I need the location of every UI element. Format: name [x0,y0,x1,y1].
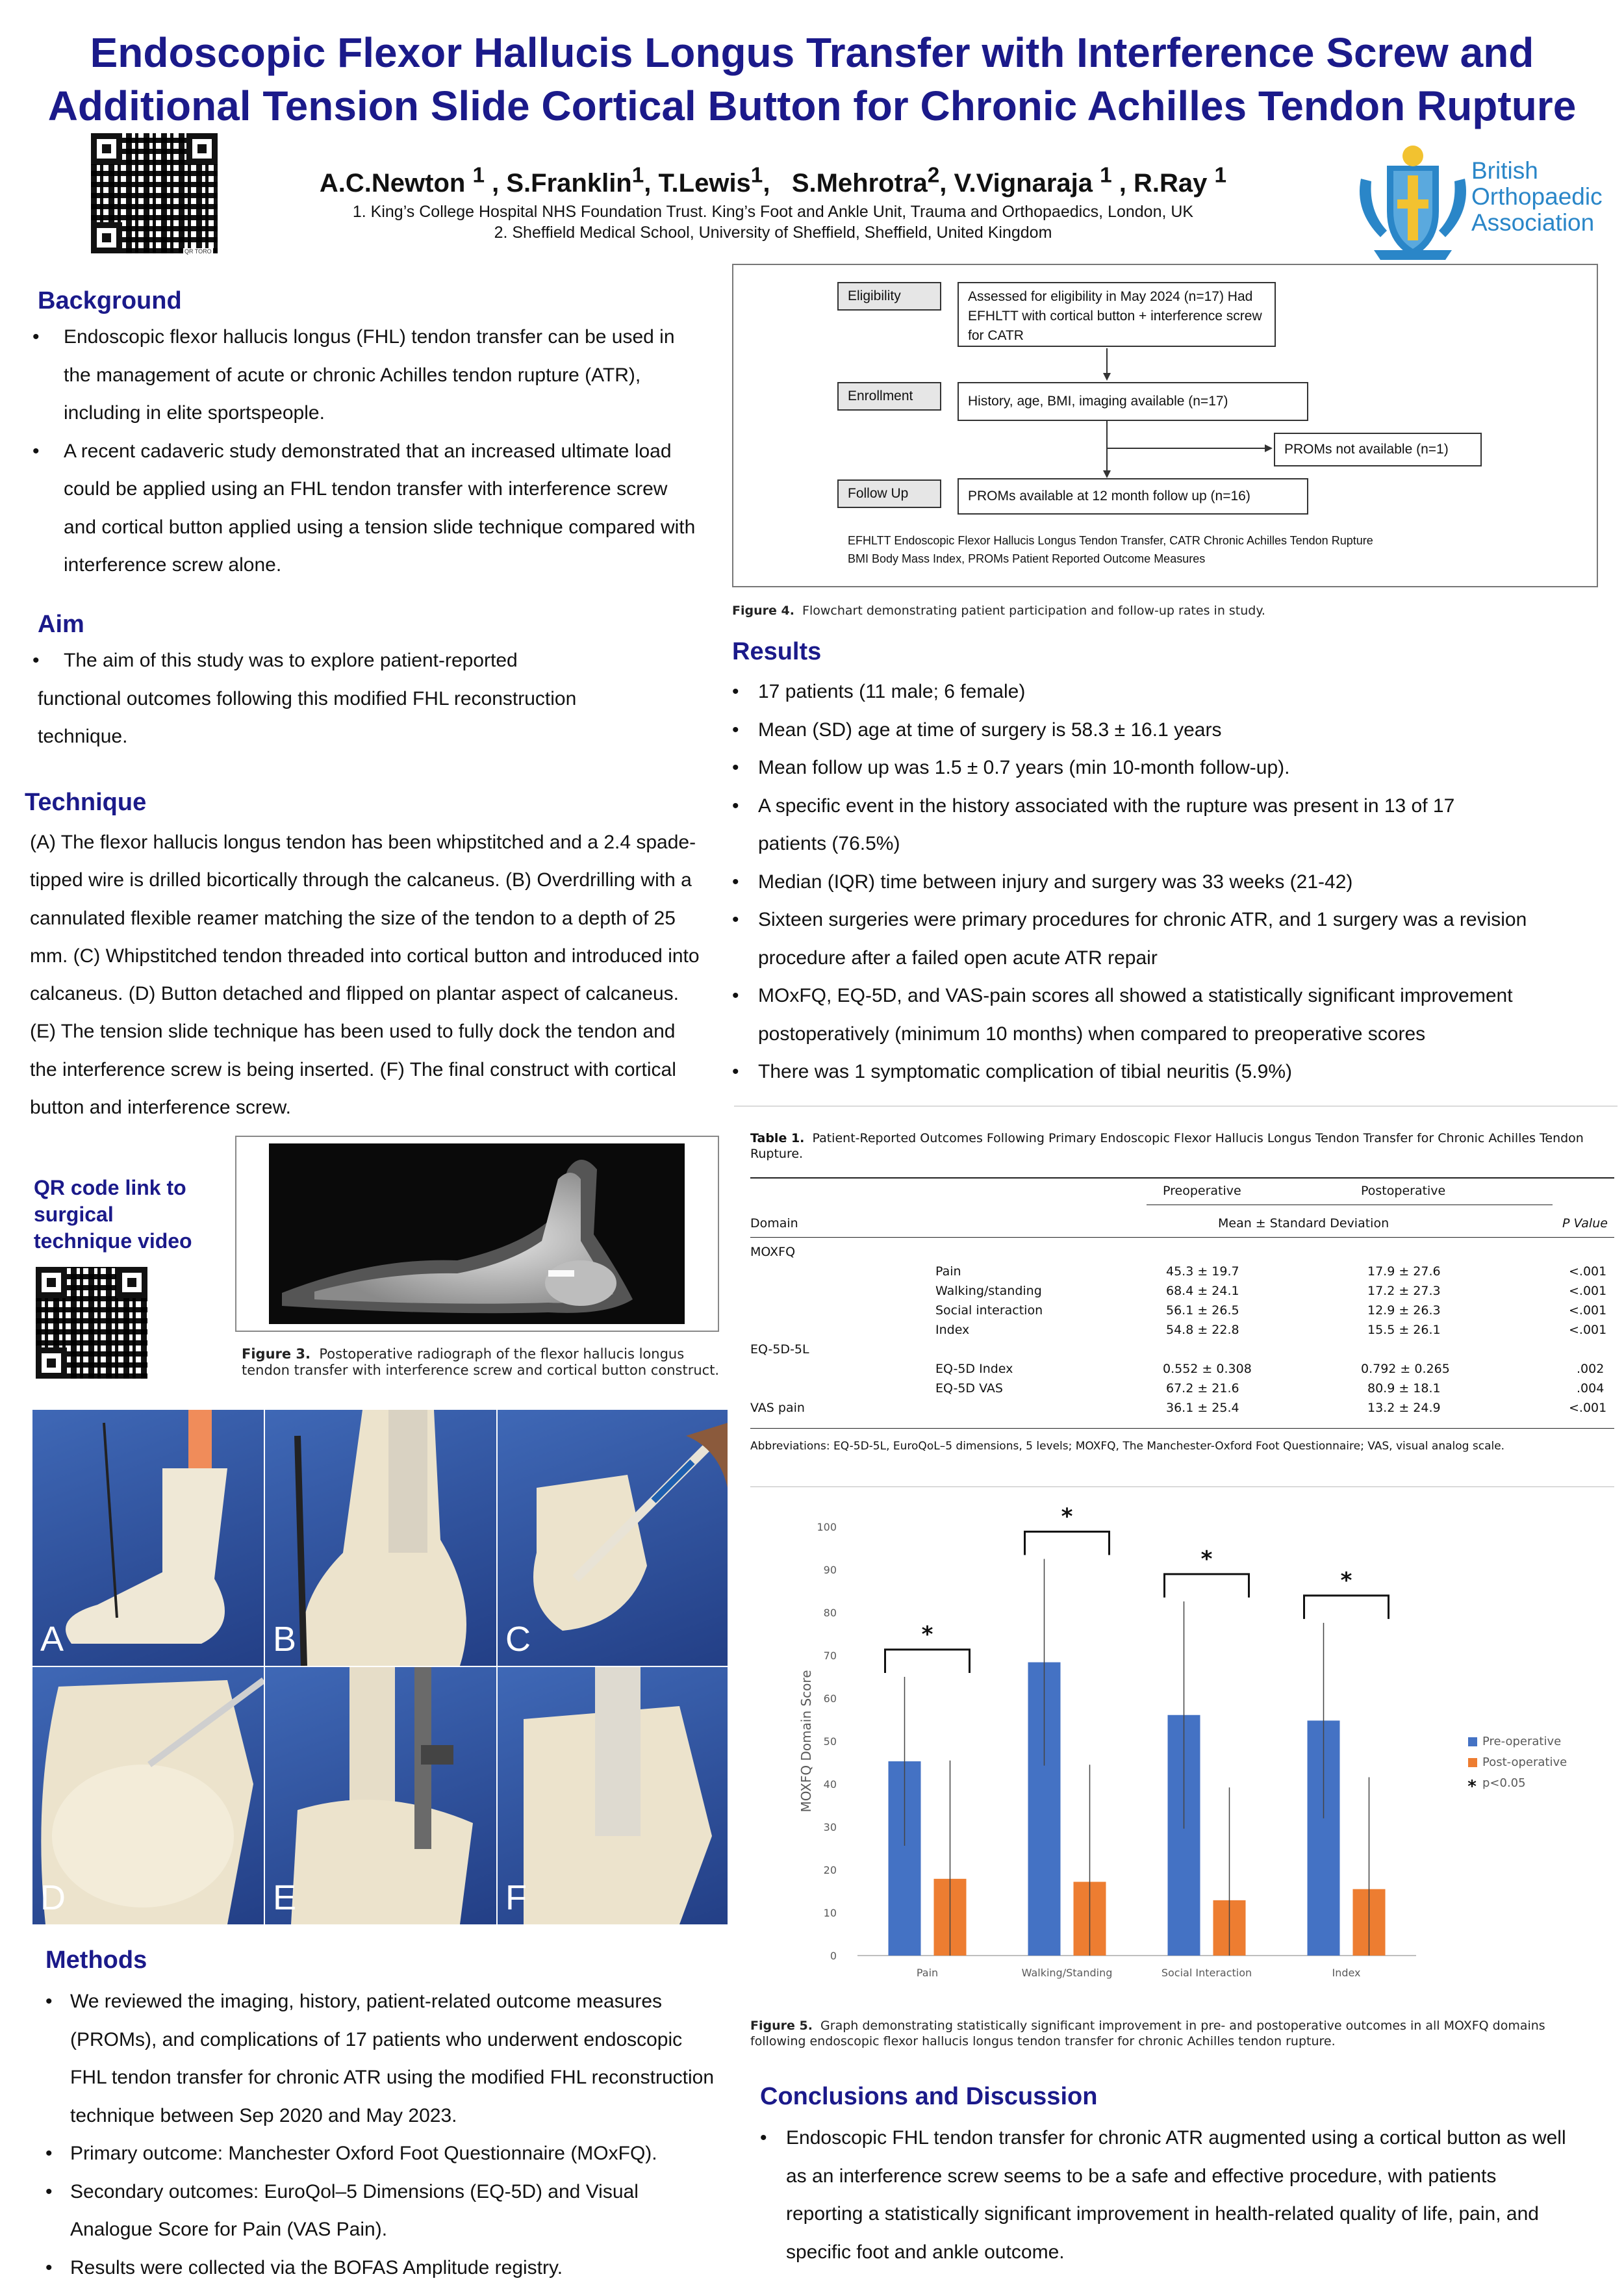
table1-abbrev: Abbreviations: EQ-5D-5L, EuroQoL–5 dimensions, 5 levels; MOXFQ, The Manchester-Oxford Foot Questionnaire; VAS, visual analog scale. [750,1440,1505,1453]
table1-caption [750,1130,1608,1162]
affiliation-1: 1. King’s College Hospital NHS Foundation Trust. King’s Foot and Ankle Unit, Trauma and Orthopaedics, London, UK [352,203,1194,221]
legend-star: * [1467,1777,1477,1796]
x-tick-label: Walking/Standing [1021,1967,1113,1979]
figure5-caption [750,2018,1595,2049]
qr-video-line-3: technique video [34,1229,192,1253]
boa-logo-line-1: British [1471,157,1538,184]
boa-logo-line-3: Association [1471,209,1595,236]
conclusions-bullet: • Endoscopic FHL tendon transfer for chronic ATR augmented using a cortical button as well as an interference screw seems to be a safe and effective procedure, with patients reporting a statistically significant improvement in health-related quality of life, pain, and specific foot and ankle outcome. [760,2119,1579,2271]
results-bullet-5: • Median (IQR) time between injury and surgery was 33 weeks (21-42) [732,863,1596,902]
radiograph-image [243,1143,711,1324]
table1-col-post: Postoperative [1361,1184,1446,1198]
results-bullet-7: • MOxFQ, EQ-5D, and VAS-pain scores all showed a statistically significant improvement postoperatively (minimum 10 months) when compared to preoperative scores [732,977,1596,1053]
photo-d-image [32,1667,264,1924]
author-5: V.Vignaraja $^1$ , [954,164,1134,198]
photo-f [498,1667,728,1924]
significance-star: * [1340,1567,1352,1594]
cell-pre: 67.2 ± 21.6 [1166,1381,1239,1396]
cell-pre: 0.552 ± 0.308 [1163,1362,1252,1376]
y-tick-label: 30 [823,1821,837,1833]
qr-code-video[interactable] [36,1267,147,1379]
figure3-label: Figure 3. [242,1346,311,1362]
figure4-text: Flowchart demonstrating patient participation and follow-up rates in study. [802,604,1265,618]
qr-video-line-2: surgical [34,1203,114,1226]
boa-logo [1348,140,1624,263]
photo-a-image [32,1410,264,1666]
legend-label: Pre-operative [1482,1735,1562,1748]
cell-domain: EQ-5D-5L [750,1342,809,1357]
figure3-radiograph [235,1136,719,1332]
cell-pre: 36.1 ± 25.4 [1166,1401,1239,1415]
aim-list [32,642,702,680]
results-bullet-6: • Sixteen surgeries were primary procedures for chronic ATR, and 1 surgery was a revision procedure after a failed open acute ATR repair [732,901,1596,977]
photo-c-label: C [505,1620,531,1659]
legend-swatch [1468,1758,1477,1767]
photo-a [32,1410,264,1666]
flow-stage-enrollment: Enrollment [837,382,941,411]
results-bullet-1: • 17 patients (11 male; 6 female) [732,673,1596,711]
boa-crest-icon [1348,140,1478,263]
author-1: A.C.Newton $^1$ , [319,164,507,198]
cell-sub: EQ-5D Index [935,1362,1013,1376]
results-bullet-3: • Mean follow up was 1.5 ± 0.7 years (min 10-month follow-up). [732,749,1596,787]
surgical-photo-grid [32,1410,728,1924]
y-axis-label: MOXFQ Domain Score [798,1670,814,1813]
methods-bullet-3: • Secondary outcomes: EuroQol–5 Dimensions (EQ-5D) and Visual Analogue Score for Pain (VAS Pain). [45,2173,721,2249]
y-tick-label: 70 [823,1650,837,1662]
affiliation-2: 2. Sheffield Medical School, University of Sheffield, Sheffield, United Kingdom [494,223,1052,242]
conclusions-list [760,2119,1579,2271]
photo-c [498,1410,728,1666]
cell-p: .002 [1577,1362,1605,1376]
significance-bracket [1165,1574,1249,1598]
table-row [750,1280,1614,1299]
methods-bullet-1: • We reviewed the imaging, history, patient-related outcome measures (PROMs), and complications of 17 patients who underwent endoscopic FHL tendon transfer for chronic ATR using the modified FHL reconstruction technique between Sep 2020 and May 2023. [45,1983,721,2135]
photo-b [265,1410,496,1666]
cell-sub: Walking/standing [935,1284,1042,1298]
qr-video-label [34,1175,192,1255]
y-tick-label: 50 [823,1735,837,1748]
qr-top-caption: QR TORO [184,248,212,255]
cell-sub: Index [935,1323,970,1337]
cell-p: <.001 [1569,1323,1607,1337]
figure3-caption [242,1346,722,1379]
flow-box-enrollment: History, age, BMI, imaging available (n=17) [958,382,1308,421]
boa-logo-text [1471,158,1603,236]
legend-label: p<0.05 [1482,1776,1526,1790]
cell-post: 0.792 ± 0.265 [1361,1362,1450,1376]
table-row [750,1299,1614,1319]
photo-f-label: F [505,1878,527,1917]
photo-d [32,1667,264,1924]
photo-f-image [498,1667,728,1924]
background-bullet-2: • A recent cadaveric study demonstrated that an increased ultimate load could be applied using an FHL tendon transfer with interference screw and cortical button applied using a tension slide technique compared with interference screw alone. [32,433,702,585]
background-heading: Background [38,287,182,314]
table1-header-rule [750,1237,1614,1238]
legend-label: Post-operative [1482,1755,1567,1769]
cell-p: <.001 [1569,1401,1607,1415]
x-tick-label: Pain [916,1967,939,1979]
cell-post: 15.5 ± 26.1 [1367,1323,1441,1337]
flowchart [732,264,1598,587]
flow-stage-eligibility: Eligibility [837,282,941,311]
background-bullet-1: • Endoscopic flexor hallucis longus (FHL) tendon transfer can be used in the management of acute or chronic Achilles tendon rupture (ATR), including in elite sportspeople. [32,318,702,433]
table-row [750,1260,1614,1280]
poster-title [0,26,1624,133]
photo-e-image [265,1667,496,1924]
cell-post: 12.9 ± 26.3 [1367,1303,1441,1318]
aim-heading: Aim [38,611,84,638]
aim-continuation: functional outcomes following this modified FHL reconstruction technique. [38,688,577,748]
y-tick-label: 80 [823,1607,837,1619]
results-bullet-2: • Mean (SD) age at time of surgery is 58.3 ± 16.1 years [732,711,1596,750]
cell-sub: Pain [935,1264,961,1279]
cell-domain: VAS pain [750,1401,805,1415]
author-3: T.Lewis$^1$, [658,164,785,198]
results-list [732,673,1596,1091]
photo-e-label: E [273,1878,297,1917]
cell-post: 17.2 ± 27.3 [1367,1284,1441,1298]
significance-bracket [1304,1596,1389,1619]
photo-b-image [265,1410,496,1666]
table1-divider [750,1486,1614,1487]
flow-box-excluded: PROMs not available (n=1) [1274,433,1482,466]
methods-list [45,1983,721,2287]
table-row [750,1338,1614,1358]
figure4-label: Figure 4. [732,604,794,618]
cell-p: .004 [1577,1381,1605,1396]
results-bullet-4: • A specific event in the history associated with the rupture was present in 13 of 17 patients (76.5%) [732,787,1596,863]
table1-col-msd: Mean ± Standard Deviation [1218,1216,1389,1231]
technique-text: (A) The flexor hallucis longus tendon has been whipstitched and a 2.4 spade-tipped wire is drilled bicortically through the calcaneus. (B) Overdrilling with a cannulated flexible reamer matching the size of the tendon to a depth of 25 mm. (C) Whipstitched tendon threaded into cortical button and introduced into calcaneus. (D) Button detached and flipped on plantar aspect of calcaneus. (E) The tension slide technique has been used to fully dock the tendon and the interference screw is being inserted. (F) The final construct with cortical button and interference screw. [30,832,700,1119]
table1-col-p [1562,1216,1608,1231]
significance-star: * [1061,1503,1073,1530]
cell-p: <.001 [1569,1264,1607,1279]
y-tick-label: 100 [817,1521,837,1533]
results-bullet-8: • There was 1 symptomatic complication of tibial neuritis (5.9%) [732,1053,1596,1091]
photo-c-image [498,1410,728,1666]
photo-d-label: D [40,1878,66,1917]
cell-pre: 54.8 ± 22.8 [1166,1323,1239,1337]
cell-sub: Social interaction [935,1303,1043,1318]
significance-star: * [1200,1546,1213,1572]
x-tick-label: Index [1332,1967,1361,1979]
cell-domain: MOXFQ [750,1245,796,1259]
table1-caption-text: Patient-Reported Outcomes Following Primary Endoscopic Flexor Hallucis Longus Tendon Transfer for Chronic Achilles Tendon Rupture. [750,1131,1584,1161]
methods-bullet-4: • Results were collected via the BOFAS Amplitude registry. [45,2249,721,2288]
figure5-text: Graph demonstrating statistically significant improvement in pre- and postoperative outcomes in all MOXFQ domains following endoscopic flexor hallucis longus tendon transfer for chronic Achilles tendon rupture. [750,2019,1545,2048]
photo-a-label: A [40,1620,64,1659]
table1-col-p-text: P Value [1562,1216,1608,1231]
table1-top-rule [750,1177,1614,1179]
photo-e [265,1667,496,1924]
title-line-1: Endoscopic Flexor Hallucis Longus Transfer with Interference Screw and [90,29,1534,76]
table-row [750,1319,1614,1338]
cell-sub: EQ-5D VAS [935,1381,1003,1396]
author-2: S.Franklin$^1$, [506,164,659,198]
table1-col-pre: Preoperative [1163,1184,1241,1198]
table1-col-domain: Domain [750,1216,798,1231]
y-tick-label: 20 [823,1864,837,1876]
figure3-text: Postoperative radiograph of the flexor hallucis longus tendon transfer with interference screw and cortical button construct. [242,1346,720,1378]
table-row [750,1377,1614,1397]
cell-post: 80.9 ± 18.1 [1367,1381,1441,1396]
cell-pre: 45.3 ± 19.7 [1166,1264,1239,1279]
figure5-label: Figure 5. [750,2019,813,2033]
flow-box-eligibility: Assessed for eligibility in May 2024 (n=17) Had EFHLTT with cortical button + interference screw for CATR [958,282,1276,347]
cell-post: 17.9 ± 27.6 [1367,1264,1441,1279]
y-tick-label: 40 [823,1778,837,1791]
flow-abbrev-1: EFHLTT Endoscopic Flexor Hallucis Longus Tendon Transfer, CATR Chronic Achilles Tendon Rupture [848,534,1373,547]
table1-label: Table 1. [750,1131,805,1145]
conclusions-heading: Conclusions and Discussion [760,2083,1098,2110]
qr-code-top[interactable] [91,133,218,253]
significance-bracket [885,1650,970,1673]
y-tick-label: 60 [823,1692,837,1705]
cell-pre: 56.1 ± 26.5 [1166,1303,1239,1318]
title-line-2: Additional Tension Slide Cortical Button for Chronic Achilles Tendon Rupture [47,83,1577,129]
aim-bullet: • The aim of this study was to explore patient-reported [32,642,702,680]
cell-pre: 68.4 ± 24.1 [1166,1284,1239,1298]
moxfq-bar-chart [793,1501,1572,2001]
y-tick-label: 0 [830,1950,837,1962]
flow-box-followup: PROMs available at 12 month follow up (n=16) [958,478,1308,515]
methods-bullet-2: • Primary outcome: Manchester Oxford Foot Questionnaire (MOxFQ). [45,2135,721,2173]
author-4: S.Mehrotra$^2$, [791,164,954,198]
y-tick-label: 90 [823,1564,837,1576]
boa-logo-line-2: Orthopaedic [1471,183,1603,210]
cell-post: 13.2 ± 24.9 [1367,1401,1441,1415]
background-list [32,318,702,585]
legend-swatch [1468,1737,1477,1746]
flow-stage-followup: Follow Up [837,479,941,508]
flow-abbrev-2: BMI Body Mass Index, PROMs Patient Reported Outcome Measures [848,552,1206,565]
author-list [260,164,1286,198]
significance-star: * [921,1622,933,1648]
cell-p: <.001 [1569,1284,1607,1298]
technique-heading: Technique [25,789,147,816]
qr-video-line-1: QR code link to [34,1176,186,1199]
y-tick-label: 10 [823,1907,837,1919]
photo-b-label: B [273,1620,297,1659]
table-row [750,1358,1614,1377]
results-heading: Results [732,638,822,665]
figure4-caption [732,603,1596,619]
table1-body [750,1241,1614,1416]
x-tick-label: Social Interaction [1161,1967,1252,1979]
author-6: R.Ray $^1$ [1134,164,1227,198]
table-row [750,1397,1614,1416]
methods-heading: Methods [45,1946,147,1974]
table-row [750,1241,1614,1260]
cell-p: <.001 [1569,1303,1607,1318]
significance-bracket [1025,1532,1110,1555]
table1-bottom-rule [750,1428,1614,1429]
